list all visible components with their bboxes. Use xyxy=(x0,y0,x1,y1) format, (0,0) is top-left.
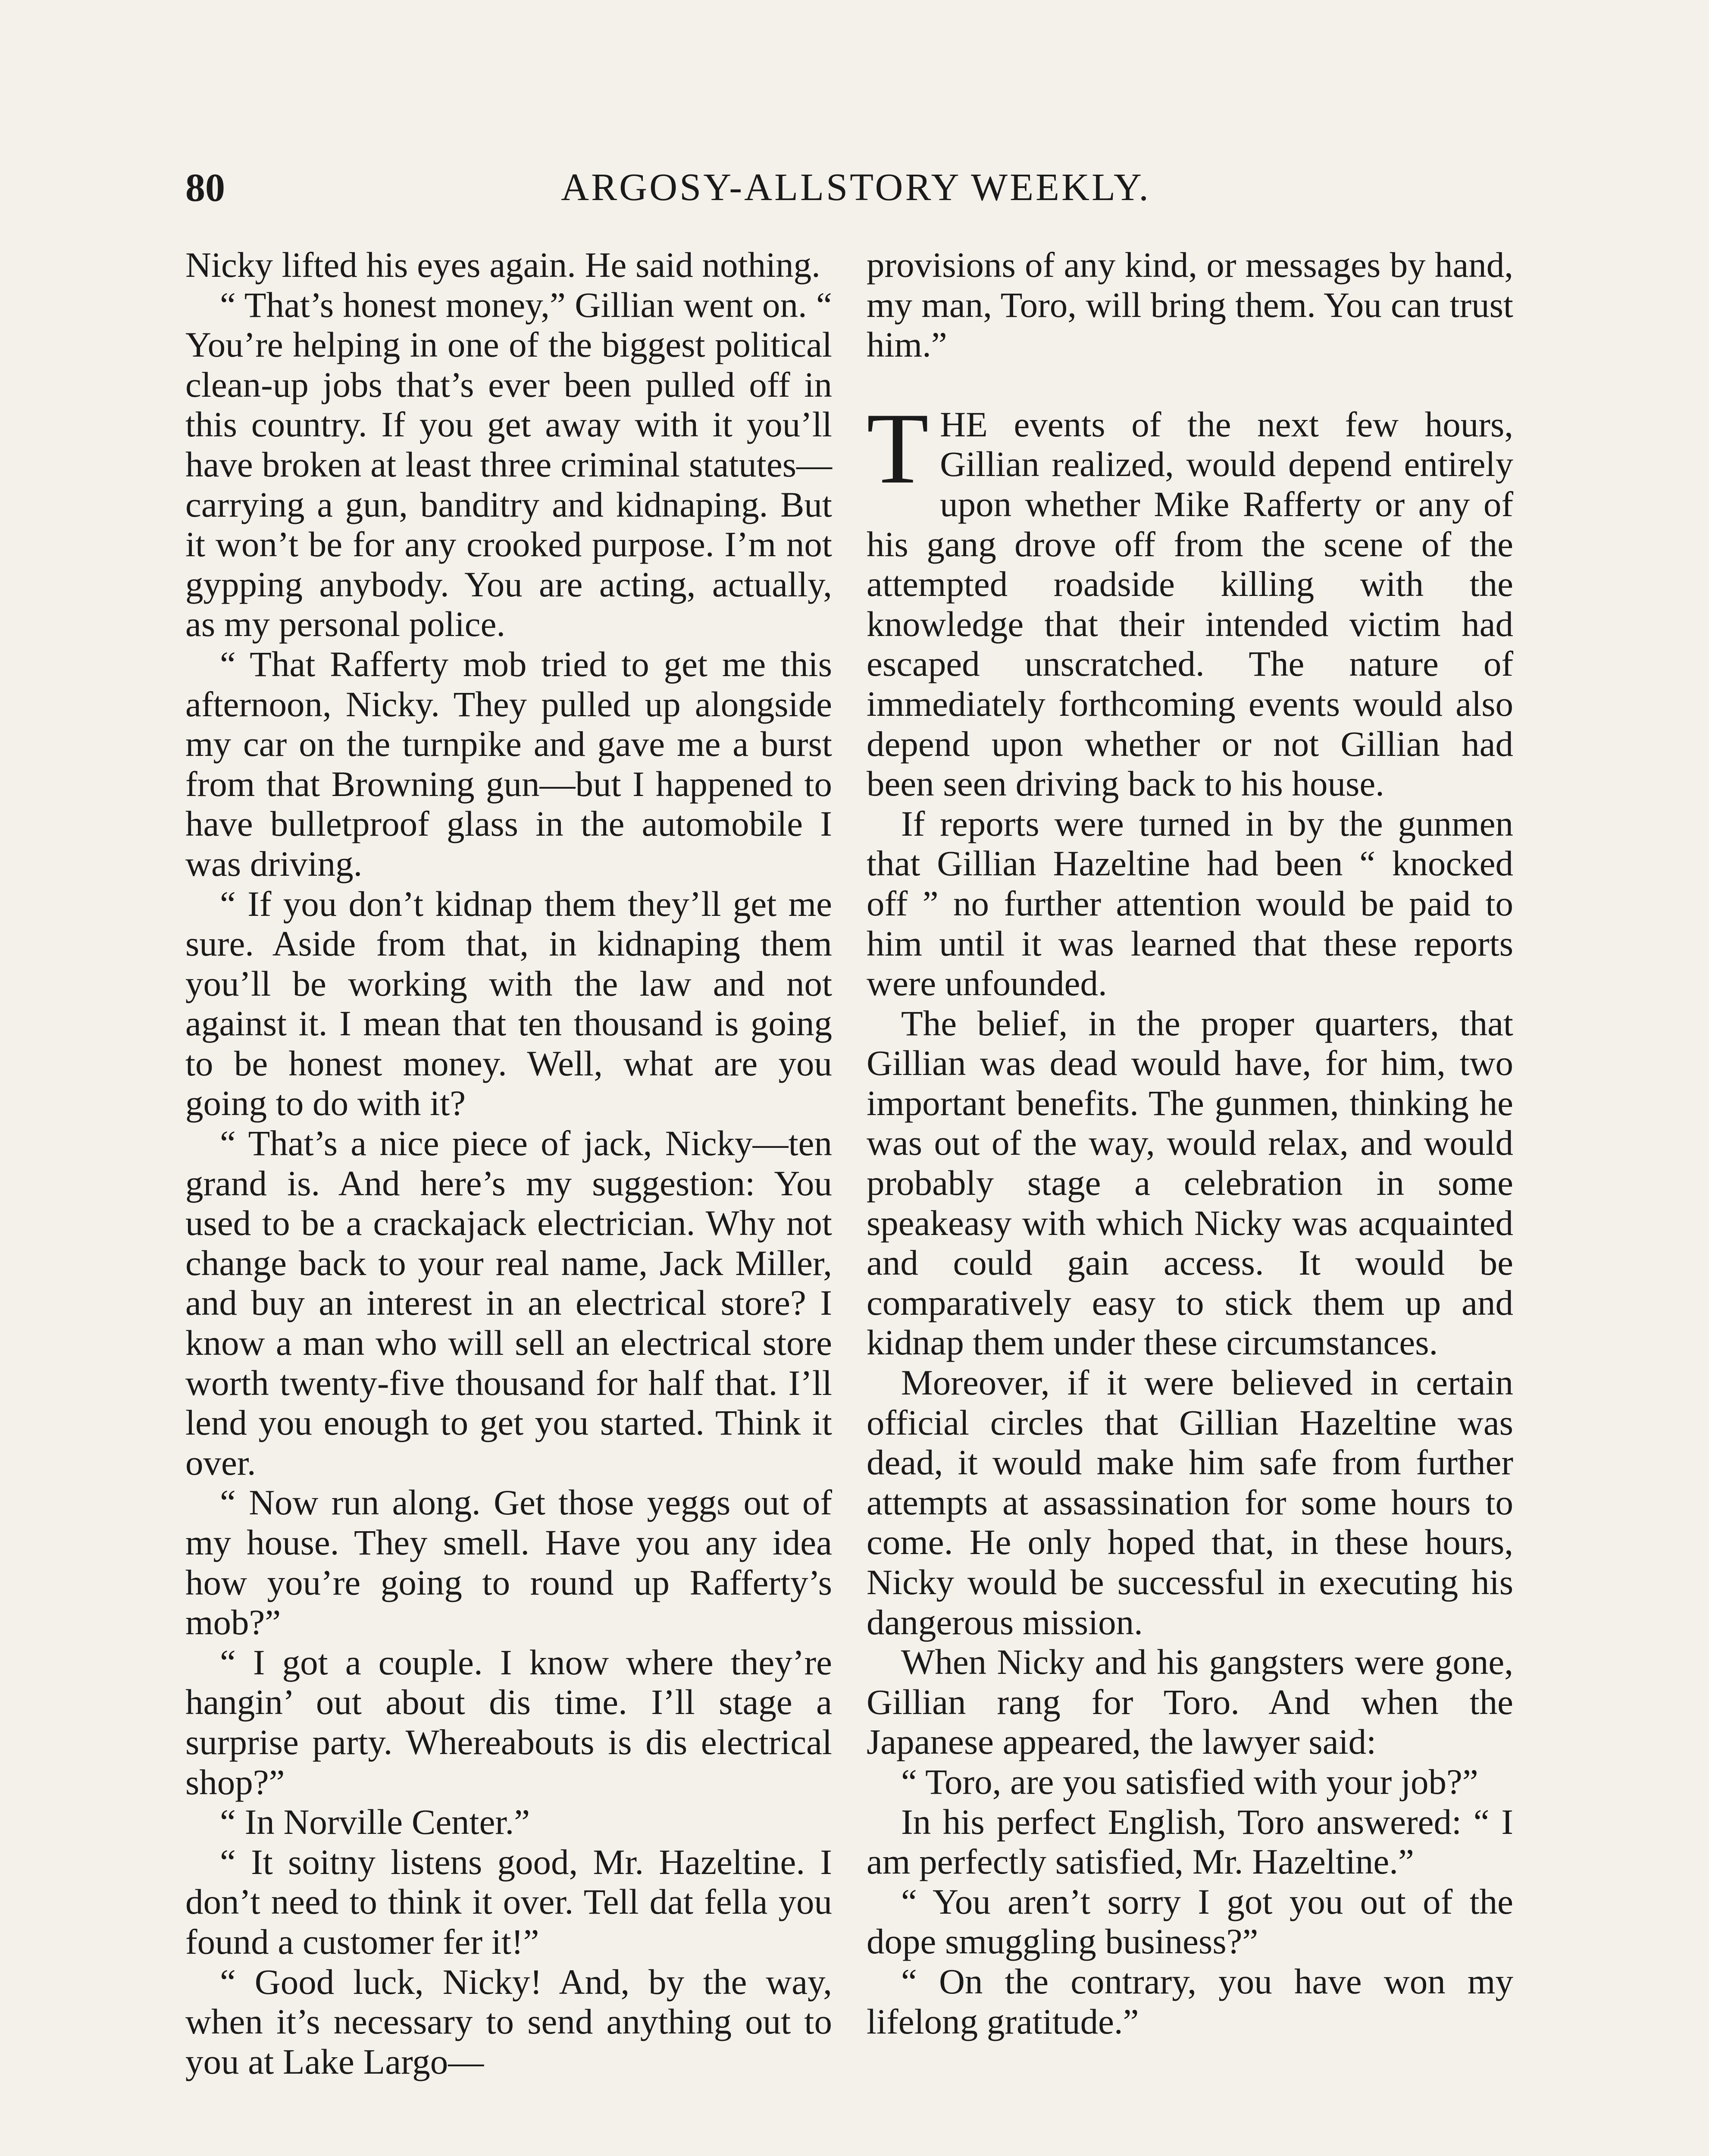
paragraph: “ That’s a nice piece of jack, Nicky—ten grand is. And here’s my suggestion: You used to be a crackajack electrician. Why not change back to your real name, Jack Miller, and buy an interest in an electrical store? I know a man who will sell an electrical store worth twenty-five thousand for half that. I’ll lend you enough to get you started. Think it over. xyxy=(185,1123,832,1482)
section-opening-text: events of the next few hours, Gillian realized, would depend entirely upon whether Mike Rafferty or any of his gang drove off from the scene of the attempted roadside killing with the knowledge that their intended victim had escaped unscratched. The nature of immediately forthcoming events would also depend upon whether or not Gillian had been seen driving back to his house. xyxy=(867,404,1513,804)
section-lead-caps: HE xyxy=(940,404,988,444)
paragraph: “ In Norville Center.” xyxy=(220,1802,530,1842)
section-opening-paragraph xyxy=(867,392,1513,804)
paragraph: “ Good luck, Nicky! And, by the way, when it’s necessary to send anything out to you at Lake Largo— xyxy=(185,1962,832,2081)
paragraph: If reports were turned in by the gunmen that Gillian Hazeltine had been “ knocked off ” no further attention would be paid to him until it was learned that these reports were unfounded. xyxy=(867,803,1513,1003)
running-title: ARGOSY-ALLSTORY WEEKLY. xyxy=(561,166,1151,209)
drop-cap: T xyxy=(867,392,929,505)
left-column xyxy=(185,245,832,2081)
paragraph: “ That Rafferty mob tried to get me this afternoon, Nicky. They pulled up alongside my car on the turnpike and gave me a burst from that Browning gun—but I happened to have bulletproof glass in the automobile I was driving. xyxy=(185,644,832,884)
continued-paragraph: provisions of any kind, or messages by hand, my man, Toro, will bring them. You can trust him.” xyxy=(867,245,1513,365)
paragraph: “ Toro, are you satisfied with your job?” xyxy=(901,1761,1478,1802)
paragraph: When Nicky and his gangsters were gone, Gillian rang for Toro. And when the Japanese appeared, the lawyer said: xyxy=(867,1642,1513,1762)
paragraph: “ It soitny listens good, Mr. Hazeltine. I don’t need to think it over. Tell dat fella you found a customer fer it!” xyxy=(185,1842,832,1962)
paragraph: “ If you don’t kidnap them they’ll get me sure. Aside from that, in kidnaping them you’ll be working with the law and not against it. I mean that ten thousand is going to be honest money. Well, what are you going to do with it? xyxy=(185,884,832,1123)
paragraph: “ On the contrary, you have won my lifelong gratitude.” xyxy=(867,1961,1513,2041)
right-column xyxy=(867,245,1513,2041)
page-header xyxy=(185,160,1526,216)
page-number: 80 xyxy=(185,166,225,210)
paragraph: “ You aren’t sorry I got you out of the dope smuggling business?” xyxy=(867,1881,1513,1962)
paragraph: “ That’s honest money,” Gillian went on. “ You’re helping in one of the biggest political clean-up jobs that’s ever been pulled off in this country. If you get away with it you’ll have broken at least three criminal statutes—carrying a gun, banditry and kidnaping. But it won’t be for any crooked purpose. I’m not gypping anybody. You are acting, actually, as my personal police. xyxy=(185,285,832,644)
paragraph: “ Now run along. Get those yeggs out of my house. They smell. Have you any idea how you’re going to round up Rafferty’s mob?” xyxy=(185,1482,832,1642)
paragraph: Moreover, if it were believed in certain official circles that Gillian Hazeltine was dead, it would make him safe from further attempts at assassination for some hours to come. He only hoped that, in these hours, Nicky would be successful in executing his dangerous mission. xyxy=(867,1363,1513,1642)
paragraph: Nicky lifted his eyes again. He said nothing. xyxy=(185,245,820,285)
paragraph: “ I got a couple. I know where they’re hangin’ out about dis time. I’ll stage a surprise party. Whereabouts is dis electrical shop?” xyxy=(185,1642,832,1802)
paragraph: The belief, in the proper quarters, that Gillian was dead would have, for him, two important benefits. The gunmen, thinking he was out of the way, would relax, and would probably stage a celebration in some speakeasy with which Nicky was acquainted and could gain access. It would be comparatively easy to stick them up and kidnap them under these circumstances. xyxy=(867,1003,1513,1363)
paragraph: In his perfect English, Toro answered: “ I am perfectly satisfied, Mr. Hazeltine.” xyxy=(867,1802,1513,1882)
